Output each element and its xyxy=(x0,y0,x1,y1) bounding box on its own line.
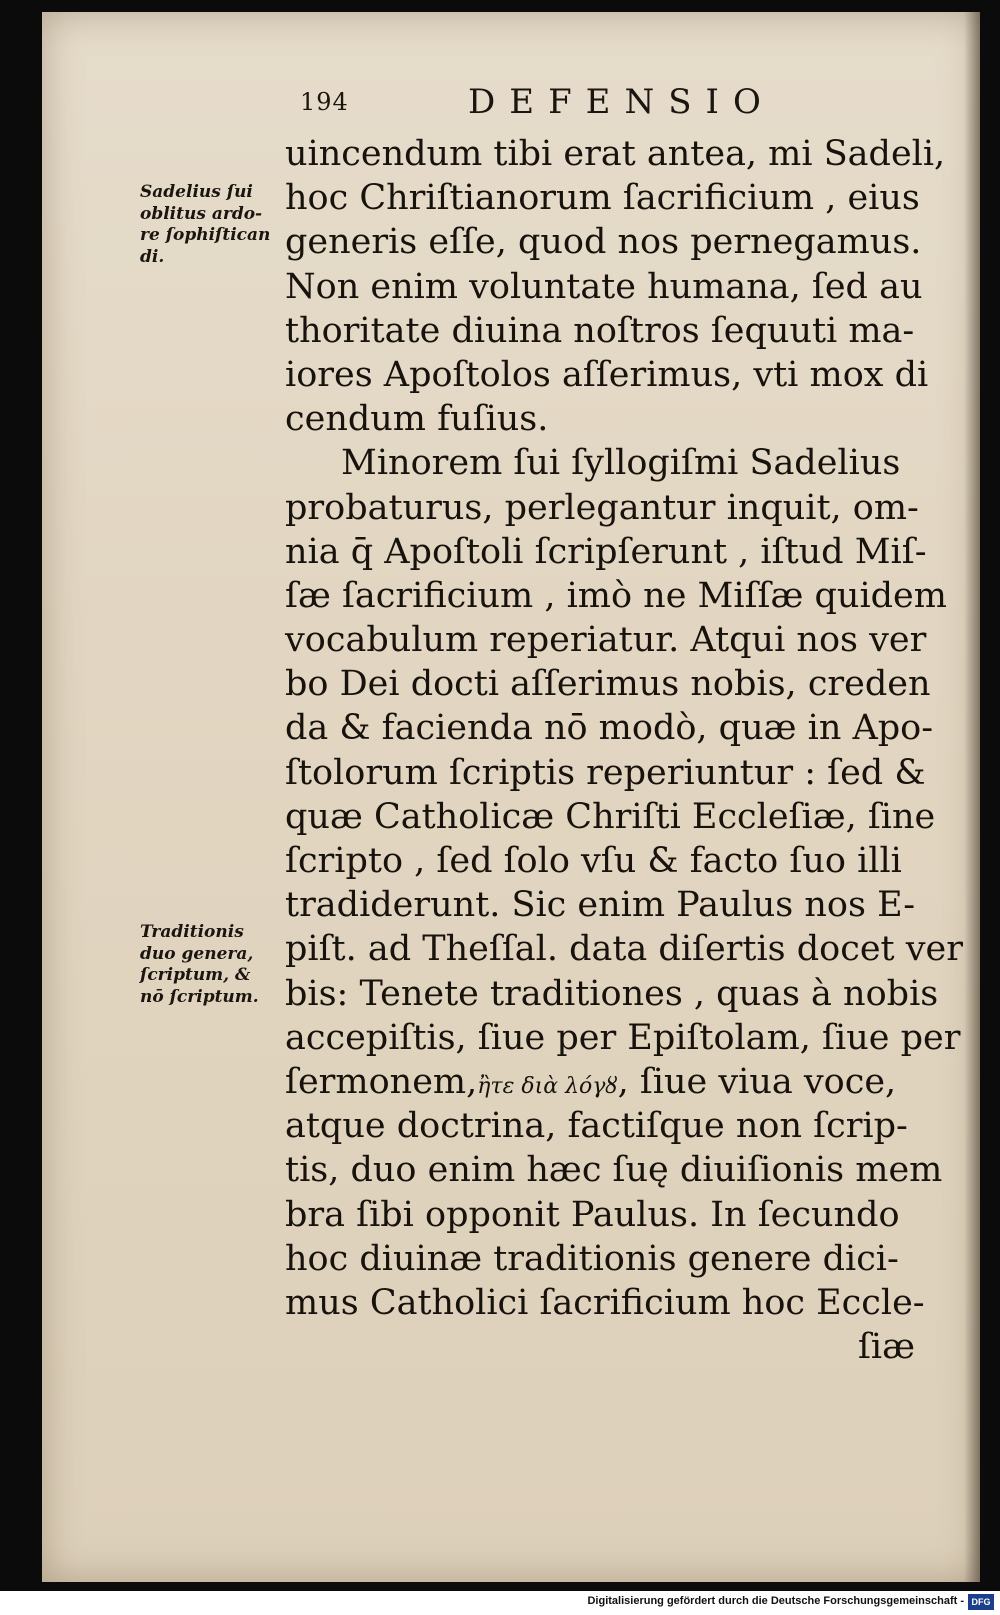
margin-note-line: Sadelius ſui xyxy=(140,182,253,202)
text-line: atque doctrina, factiſque non ſcrip- xyxy=(285,1106,908,1147)
margin-note-line: di. xyxy=(140,246,165,267)
margin-note-line: duo genera, xyxy=(140,943,254,964)
page-header xyxy=(300,82,775,130)
text-line: nia q̄ Apoſtoli ſcripſerunt , iſtud Miſ- xyxy=(285,531,927,572)
text-line: hoc Chriſtianorum ſacrificium , eius xyxy=(285,178,920,219)
catchword: ſiæ xyxy=(857,1327,915,1368)
text-line: ſæ ſacrificium , imò ne Miſſæ quidem xyxy=(285,575,947,616)
margin-note-line: nō ſcriptum. xyxy=(140,986,259,1007)
text-line: bis: Tenete traditiones , quas à nobis xyxy=(285,973,939,1014)
text-line: thoritate diuina noſtros ſequuti ma- xyxy=(285,310,915,351)
text-line: Non enim voluntate humana, ſed au xyxy=(285,266,923,307)
text-line: quæ Catholicæ Chriſti Eccleſiæ, ſine xyxy=(285,796,936,837)
text-line: tis, duo enim hæc ſuę diuiſionis mem xyxy=(285,1150,943,1191)
margin-note-line: ſcriptum, & xyxy=(140,965,251,985)
text-line: vocabulum reperiatur. Atqui nos ver xyxy=(285,620,927,661)
text-line: generis eſſe, quod nos pernegamus. xyxy=(285,222,922,263)
text-line: accepiſtis, ſiue per Epiſtolam, ſiue per xyxy=(285,1017,961,1058)
footer-bar xyxy=(0,1591,1000,1615)
running-head: DEFENSIO xyxy=(468,82,775,122)
page-edge-shadow xyxy=(964,12,980,1582)
text-fragment: , ſiue viua voce, xyxy=(617,1061,897,1102)
margin-note-traditionis xyxy=(140,922,290,1008)
paragraph-start-line: Minorem ſui ſyllogiſmi Sadelius xyxy=(341,443,901,484)
dfg-logo-icon: DFG xyxy=(968,1594,994,1610)
margin-note-line: oblitus ardo- xyxy=(140,203,263,224)
margin-note-line: Traditionis xyxy=(140,922,244,942)
text-line-with-greek xyxy=(285,1060,935,1104)
margin-note-line: re ſophiſtican xyxy=(140,225,271,245)
greek-phrase: ἢτε διὰ λόγȣ xyxy=(477,1073,618,1099)
funding-credit: Digitalisierung gefördert durch die Deutsche Forschungsgemeinschaft - xyxy=(587,1595,964,1607)
text-line: tradiderunt. Sic enim Paulus nos E- xyxy=(285,885,916,926)
text-fragment: ſermonem, xyxy=(285,1061,478,1102)
main-text-column xyxy=(285,132,963,1369)
text-line: piſt. ad Theſſal. data diſertis docet ver xyxy=(285,929,963,970)
text-line: probaturus, perlegantur inquit, om- xyxy=(285,487,919,528)
text-line: ſtolorum ſcriptis reperiuntur : ſed & xyxy=(285,752,926,793)
text-line: uincendum tibi erat antea, mi Sadeli, xyxy=(285,134,946,174)
text-line: da & facienda nō modò, quæ in Apo- xyxy=(285,708,934,749)
text-line: ſcripto , ſed ſolo vſu & facto ſuo illi xyxy=(285,841,902,881)
text-line: iores Apoſtolos aſſerimus, vti mox di xyxy=(285,354,929,395)
margin-note-sadelius xyxy=(140,182,290,268)
text-line: bo Dei docti aſſerimus nobis, creden xyxy=(285,664,931,705)
text-line: hoc diuinæ traditionis genere dici- xyxy=(285,1238,899,1279)
page-number: 194 xyxy=(300,88,349,116)
text-line: cendum fuſius. xyxy=(285,399,549,440)
text-line: mus Catholici ſacrificium hoc Eccle- xyxy=(285,1282,925,1323)
text-line: bra ſibi opponit Paulus. In ſecundo xyxy=(285,1194,900,1235)
